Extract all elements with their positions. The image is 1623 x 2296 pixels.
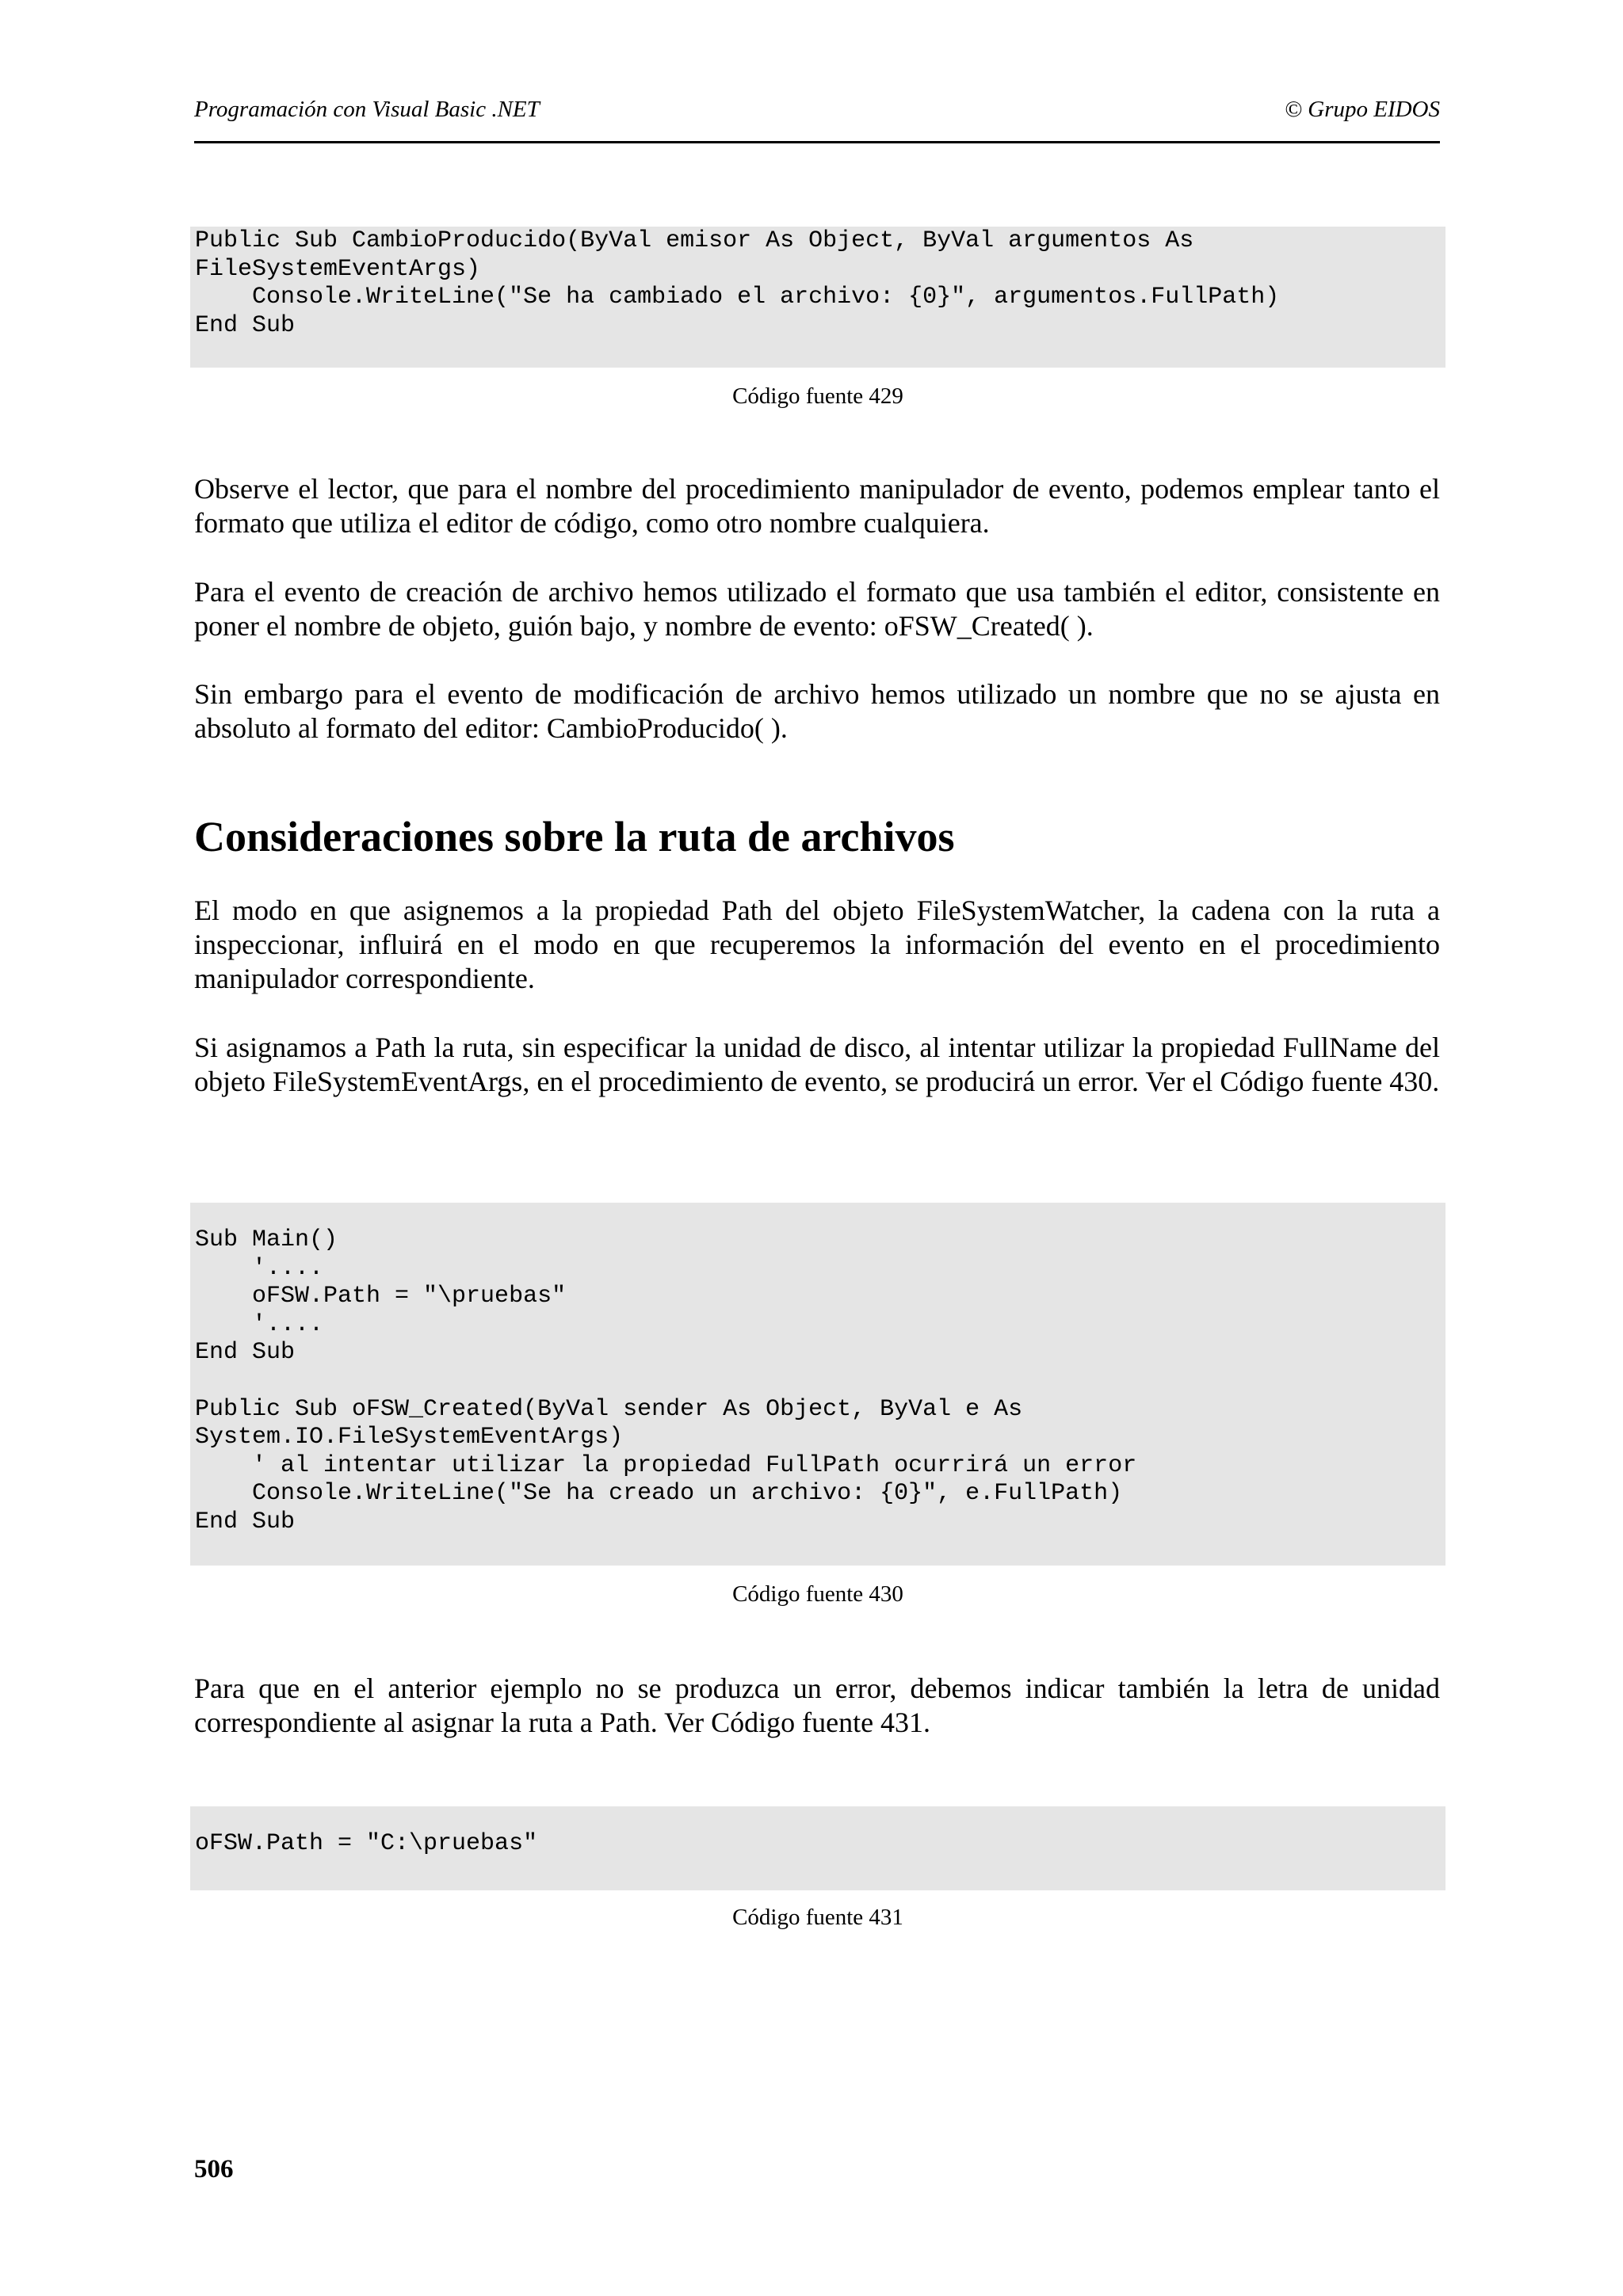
paragraph-drive-letter: Para que en el anterior ejemplo no se produzca un error, debemos indicar también la letra de unidad correspondiente al asignar la ruta a Path. Ver Código fuente 431. <box>194 1672 1440 1738</box>
code-caption-431: Código fuente 431 <box>732 1905 903 1930</box>
paragraph-creation-event: Para el evento de creación de archivo hemos utilizado el formato que usa también el editor, consistente en poner el nombre de objeto, guión bajo, y nombre de evento: oFSW_Created( ). <box>194 576 1440 642</box>
paragraph-modification-event: Sin embargo para el evento de modificación de archivo hemos utilizado un nombre que no se ajusta en absoluto al formato del editor: CambioProducido( ). <box>194 678 1440 744</box>
code-block-430: Sub Main() '.... oFSW.Path = "\pruebas" '.... End Sub Public Sub oFSW_Created(ByVal sender As Object, ByVal e As System.IO.FileSystemEventArgs) ' al intentar utilizar la propiedad FullPath ocurrirá un error Console.WriteLine("Se ha creado un archivo: {0}", e.FullPath) End Sub <box>190 1203 1445 1566</box>
paragraph-event-handler-name: Observe el lector, que para el nombre del procedimiento manipulador de evento, podemos emplear tanto el formato que utiliza el editor de código, como otro nombre cualquiera. <box>194 473 1440 539</box>
code-block-431: oFSW.Path = "C:\pruebas" <box>190 1806 1445 1890</box>
header-book-title: Programación con Visual Basic .NET <box>194 97 540 122</box>
paragraph-path-assignment: El modo en que asignemos a la propiedad Path del objeto FileSystemWatcher, la cadena con la ruta a inspeccionar, influirá en el modo en que recuperemos la información del evento en el procedimiento manipulador correspondiente. <box>194 894 1440 994</box>
header-publisher: © Grupo EIDOS <box>1284 97 1440 122</box>
page-number: 506 <box>194 2155 234 2183</box>
paragraph-fullname-error: Si asignamos a Path la ruta, sin especificar la unidad de disco, al intentar utilizar la propiedad FullName del objeto FileSystemEventArgs, en el procedimiento de evento, se producirá un error. Ver el Código fuente 430. <box>194 1032 1440 1097</box>
code-caption-430: Código fuente 430 <box>732 1581 903 1607</box>
code-caption-429: Código fuente 429 <box>732 383 903 409</box>
section-title: Consideraciones sobre la ruta de archivos <box>194 813 955 860</box>
code-block-429: Public Sub CambioProducido(ByVal emisor As Object, ByVal argumentos As FileSystemEventArgs) Console.WriteLine("Se ha cambiado el archivo: {0}", argumentos.FullPath) End Sub <box>190 227 1445 368</box>
page-header <box>194 95 1440 143</box>
